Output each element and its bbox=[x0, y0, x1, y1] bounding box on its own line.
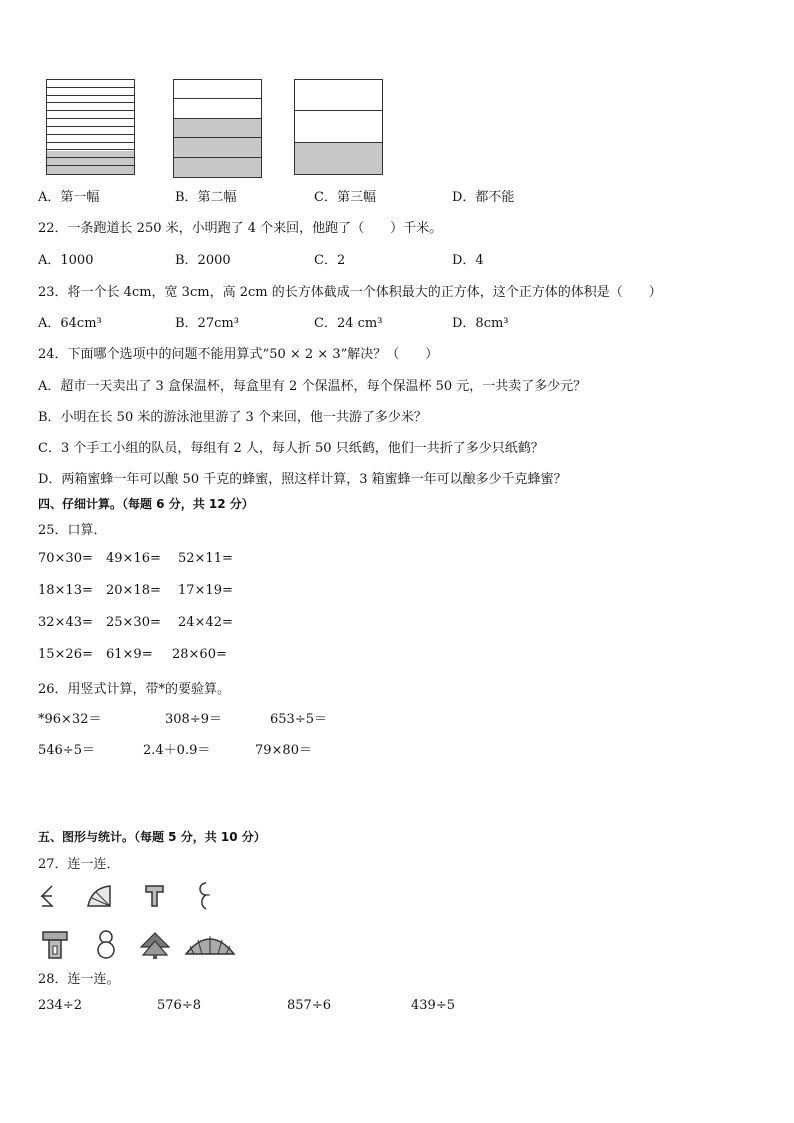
q22-option-c[interactable]: C．2 bbox=[314, 253, 346, 268]
q21-option-c[interactable]: C．第三幅 bbox=[314, 190, 376, 205]
snowman-icon[interactable] bbox=[95, 929, 117, 959]
figure-third bbox=[294, 79, 383, 175]
q25-item: 20×18= bbox=[106, 583, 161, 598]
figure-strip bbox=[47, 127, 134, 135]
house-icon[interactable] bbox=[41, 930, 69, 960]
q25-item: 18×13= bbox=[38, 583, 93, 598]
q23-option-a[interactable]: A．64cm³ bbox=[38, 316, 102, 331]
q26-stem: 26．用竖式计算，带*的要验算。 bbox=[38, 682, 231, 697]
q23-option-c[interactable]: C．24 cm³ bbox=[314, 316, 383, 331]
q25-item: 32×43= bbox=[38, 615, 93, 630]
q22-stem: 22．一条跑道长 250 米，小明跑了 4 个来回，他跑了（ ）千米。 bbox=[38, 221, 443, 236]
figure-strip bbox=[47, 104, 134, 112]
figure-strip bbox=[295, 111, 382, 142]
q26-item: 79×80＝ bbox=[255, 743, 312, 758]
q25-item: 52×11= bbox=[178, 551, 233, 566]
q28-item[interactable]: 857÷6 bbox=[287, 998, 331, 1013]
tree-icon[interactable] bbox=[139, 931, 171, 959]
q24-option-b[interactable]: B．小明在长 50 米的游泳池里游了 3 个来回，他一共游了多少米？ bbox=[38, 410, 427, 425]
q25-item: 70×30= bbox=[38, 551, 93, 566]
figure-strip bbox=[47, 111, 134, 119]
figure-strip bbox=[47, 80, 134, 88]
q23-option-d[interactable]: D．8cm³ bbox=[452, 316, 509, 331]
q25-item: 61×9= bbox=[106, 647, 153, 662]
figure-strip bbox=[174, 80, 261, 99]
q23-stem: 23．将一个长 4cm，宽 3cm，高 2cm 的长方体截成一个体积最大的正方体，这个正方体的体积是（ ） bbox=[38, 285, 662, 300]
q28-item[interactable]: 234÷2 bbox=[38, 998, 82, 1013]
umbrella-icon[interactable] bbox=[184, 932, 236, 958]
q21-option-d[interactable]: D．都不能 bbox=[452, 190, 515, 205]
q24-option-d[interactable]: D．两箱蜜蜂一年可以酿 50 千克的蜂蜜，照这样计算，3 箱蜜蜂一年可以酿多少千克蜂蜜？ bbox=[38, 472, 567, 487]
q21-option-b[interactable]: B．第二幅 bbox=[175, 190, 237, 205]
section-five-title: 五、图形与统计。（每题 5 分，共 10 分） bbox=[38, 830, 266, 844]
q25-item: 24×42= bbox=[178, 615, 233, 630]
q22-option-b[interactable]: B．2000 bbox=[175, 253, 231, 268]
q25-item: 15×26= bbox=[38, 647, 93, 662]
q26-item: 2.4＋0.9＝ bbox=[143, 743, 211, 758]
q24-option-c[interactable]: C．3 个手工小组的队员，每组有 2 人，每人折 50 只纸鹤，他们一共折了多少只纸鹤？ bbox=[38, 441, 544, 456]
q28-stem: 28．连一连。 bbox=[38, 972, 120, 987]
figure-strip bbox=[47, 96, 134, 104]
q22-option-a[interactable]: A．1000 bbox=[38, 253, 94, 268]
figure-strip bbox=[295, 80, 382, 111]
figure-strip bbox=[47, 88, 134, 96]
half-house-icon[interactable] bbox=[143, 882, 167, 910]
half-umbrella-icon[interactable] bbox=[38, 884, 58, 910]
section-four-title: 四、仔细计算。（每题 6 分，共 12 分） bbox=[38, 497, 254, 511]
figure-strip bbox=[174, 158, 261, 177]
figure-strip bbox=[47, 135, 134, 143]
figure-strip bbox=[47, 143, 134, 151]
figure-first bbox=[46, 79, 135, 175]
figure-strip bbox=[47, 166, 134, 174]
q27-stem: 27．连一连． bbox=[38, 857, 120, 872]
q25-item: 49×16= bbox=[106, 551, 161, 566]
q25-item: 28×60= bbox=[172, 647, 227, 662]
q26-item: 308÷9＝ bbox=[165, 712, 222, 727]
q25-item: 25×30= bbox=[106, 615, 161, 630]
figure-strip bbox=[174, 99, 261, 118]
q24-option-a[interactable]: A．超市一天卖出了 3 盒保温杯，每盒里有 2 个保温杯，每个保温杯 50 元，一共卖了多少元？ bbox=[38, 379, 587, 394]
q28-item[interactable]: 576÷8 bbox=[157, 998, 201, 1013]
half-snowman-icon[interactable] bbox=[196, 881, 212, 911]
figure-strip bbox=[295, 143, 382, 174]
q26-item: 546÷5＝ bbox=[38, 743, 95, 758]
q26-item: 653÷5＝ bbox=[270, 712, 327, 727]
q21-option-a[interactable]: A．第一幅 bbox=[38, 190, 100, 205]
figure-strip bbox=[47, 158, 134, 166]
q26-item: *96×32＝ bbox=[38, 712, 102, 727]
figure-strip bbox=[47, 119, 134, 127]
q25-stem: 25．口算． bbox=[38, 523, 107, 538]
figure-strip bbox=[174, 119, 261, 138]
q22-option-d[interactable]: D．4 bbox=[452, 253, 484, 268]
q23-option-b[interactable]: B．27cm³ bbox=[175, 316, 239, 331]
half-fan-icon[interactable] bbox=[86, 884, 112, 910]
q25-item: 17×19= bbox=[178, 583, 233, 598]
figure-strip bbox=[47, 151, 134, 159]
figure-second bbox=[173, 79, 262, 178]
figure-strip bbox=[174, 138, 261, 157]
q24-stem: 24．下面哪个选项中的问题不能用算式“50 × 2 × 3”解决？（ ） bbox=[38, 347, 439, 362]
q28-item[interactable]: 439÷5 bbox=[411, 998, 455, 1013]
